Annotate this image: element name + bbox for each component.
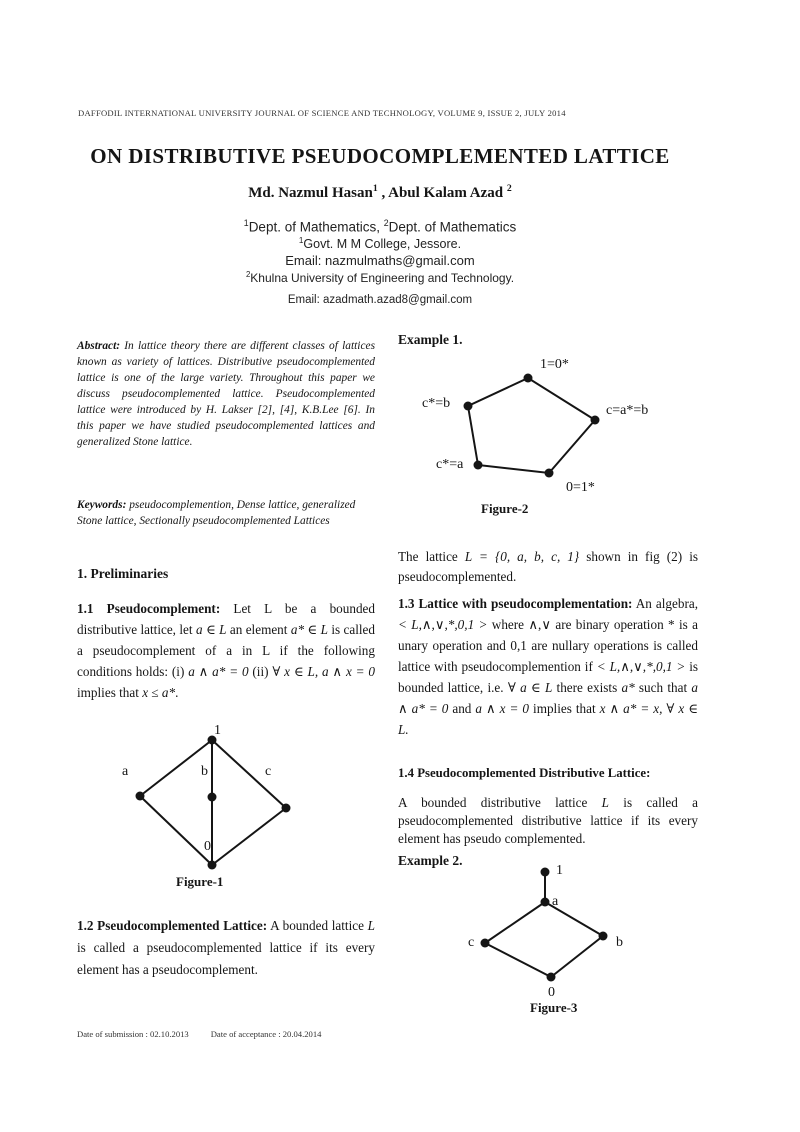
math: < L,∧,∨,*,0,1 > (398, 617, 488, 632)
node-b (464, 402, 473, 411)
label-bottom: 0 (204, 839, 211, 854)
node-1 (524, 374, 533, 383)
keywords-text: pseudocomplemention, Dense lattice, generalized Stone lattice, Sectionally pseudocomplemented Lattices (77, 499, 356, 527)
text: An algebra, (632, 596, 698, 611)
label-right: c=a*=b (606, 403, 649, 418)
math: x ∧ a* = x, ∀ x ∈ L. (398, 701, 699, 737)
figure-3-caption: Figure-3 (530, 1000, 578, 1015)
keywords (77, 497, 375, 529)
node-a (474, 461, 483, 470)
node-a (136, 792, 145, 801)
math: a ∧ x = 0 (475, 701, 530, 716)
author-2-sup: 2 (506, 183, 512, 194)
text: shown in fig (2) is pseudocomplemented. (398, 549, 698, 584)
text: . (175, 685, 179, 700)
label-bottom-left: c*=a (436, 457, 464, 472)
footer-dates (77, 1029, 343, 1039)
figure-2-edges (468, 378, 595, 473)
label-top: 1 (556, 863, 563, 878)
affiliation-line-2 (0, 236, 760, 251)
paper-title: ON DISTRIBUTIVE PSEUDOCOMPLEMENTED LATTICE (90, 144, 670, 168)
aff-sup: 1 (243, 218, 249, 228)
example-1-heading: Example 1. (398, 332, 463, 347)
math: L (367, 918, 375, 933)
abstract-label: Abstract: (77, 340, 121, 352)
label-left: a (122, 764, 129, 779)
text: implies that (529, 701, 600, 716)
abstract-text: In lattice theory there are different classes of lattices known as variety of lattices. Distributive pseudocomplemented lattice is one of the large variety. Throughout this paper we discuss pseudocomplemented lattice. Pseudocomplemented lattice were introduced by H. Lakser [2], [4], K.B.Lee [6]. In this paper we have studied pseudocomplemented lattices and generalized Stone lattice. (77, 340, 375, 448)
text: where ∧,∨ are binary operation * is a unary operation and 0,1 are nullary operations is called lattice with pseudocomplemention if (398, 617, 698, 674)
author-1-sup: 1 (372, 183, 378, 194)
node-b (208, 793, 217, 802)
figure-1-edges (140, 740, 286, 865)
aff-dept-1: Dept. of Mathematics, (248, 219, 384, 235)
node-0 (208, 861, 217, 870)
text: is called a pseudocomplement of a in L if the following conditions holds: (i) (77, 622, 375, 679)
figure-1-caption: Figure-1 (176, 874, 224, 889)
subsection-heading: 1.3 Lattice with pseudocomplementation: (398, 596, 633, 611)
text: (ii) (248, 664, 273, 679)
label-bottom: 0 (548, 985, 555, 1000)
aff-sup: 2 (383, 218, 389, 228)
label-middle: b (201, 764, 208, 779)
text: Let L be a bounded distributive lattice, let (77, 601, 375, 637)
node-1 (541, 868, 550, 877)
node-a (541, 898, 550, 907)
label-bottom-right: 0=1* (566, 480, 595, 495)
section-heading: 1. Preliminaries (77, 566, 169, 581)
text: A bounded lattice (267, 918, 368, 933)
node-c (481, 939, 490, 948)
text: such that (634, 680, 692, 695)
node-0 (545, 469, 554, 478)
text: is called a pseudocomplemented lattice if its every element has a pseudocomplement. (77, 940, 375, 977)
email-label: Email: (285, 253, 325, 268)
submission-date: Date of submission : 02.10.2013 (77, 1029, 189, 1039)
math: < L,∧,∨,*,0,1 > (596, 659, 686, 674)
acceptance-date: Date of acceptance : 20.04.2014 (210, 1029, 322, 1039)
aff-university: Khulna University of Engineering and Technology. (250, 271, 515, 285)
affiliation-line-5: Email: azadmath.azad8@gmail.com (287, 294, 473, 306)
subsection-heading-1-4: 1.4 Pseudocomplemented Distributive Lattice: (398, 766, 651, 780)
text: there exists (552, 680, 622, 695)
text: The lattice (398, 549, 465, 564)
text: is bounded lattice, i.e. ∀ (398, 659, 699, 695)
label-top: 1=0* (540, 357, 569, 372)
keywords-label: Keywords: (77, 499, 127, 511)
subsection-heading: 1.1 Pseudocomplement: (77, 601, 221, 616)
figure-1-diagram (100, 722, 320, 872)
math: a ∧ a* = 0 (188, 664, 249, 679)
paragraph-1-4 (398, 794, 698, 848)
paragraph-lattice-def (398, 547, 698, 587)
node-c (591, 416, 600, 425)
paragraph-1-3 (398, 593, 698, 740)
math: a ∧ a* = 0 (398, 680, 698, 716)
aff-sup: 1 (298, 236, 304, 245)
math: L (601, 795, 609, 810)
affiliation-line-3 (0, 253, 760, 268)
math: ∀ x ∈ L, a ∧ x = 0 (272, 664, 375, 679)
author-1: Md. Nazmul Hasan (248, 185, 373, 201)
author-2: Abul Kalam Azad (388, 185, 504, 201)
affiliation-line-1 (0, 218, 760, 235)
figure-2-nodes (464, 374, 600, 478)
text: implies that (77, 685, 143, 700)
node-0 (547, 973, 556, 982)
example-2-heading: Example 2. (398, 853, 463, 868)
paragraph-1-1 (77, 598, 375, 703)
math: x ≤ a* (142, 685, 176, 700)
math: a* (621, 680, 635, 695)
figure-2-diagram (410, 352, 690, 500)
figure-3-edges (485, 872, 603, 977)
label-right: b (616, 935, 623, 950)
math: a* ∈ L (290, 622, 328, 637)
math: L = {0, a, b, c, 1} (464, 549, 580, 564)
label-a: a (552, 894, 559, 909)
text: an element (226, 622, 291, 637)
email-1[interactable]: nazmulmaths@gmail.com (324, 253, 475, 268)
node-c (282, 804, 291, 813)
math: a ∈ L (195, 622, 227, 637)
aff-sup: 2 (245, 270, 251, 279)
authors (0, 183, 760, 202)
aff-college: Govt. M M College, Jessore. (303, 237, 462, 252)
label-left: c*=b (422, 396, 451, 411)
label-top: 1 (214, 723, 221, 738)
paragraph-1-2 (77, 915, 375, 981)
text: and (448, 701, 476, 716)
figure-3-diagram (462, 858, 652, 1000)
text: A bounded distributive lattice (398, 795, 602, 810)
affiliation-line-4 (0, 270, 760, 285)
node-b (599, 932, 608, 941)
figure-2-caption: Figure-2 (481, 501, 529, 516)
math: a ∈ L (520, 680, 553, 695)
label-left: c (468, 935, 475, 950)
subsection-heading: 1.2 Pseudocomplemented Lattice: (77, 918, 268, 933)
text: is called a pseudocomplemented distributive lattice if its every element has pseudo complemented. (398, 795, 698, 846)
abstract (77, 338, 375, 450)
aff-dept-2: Dept. of Mathematics (388, 219, 517, 235)
journal-header: DAFFODIL INTERNATIONAL UNIVERSITY JOURNAL OF SCIENCE AND TECHNOLOGY, VOLUME 9, ISSUE 2, JULY 2014 (78, 108, 566, 118)
author-sep: , (377, 185, 389, 201)
label-right: c (265, 764, 272, 779)
